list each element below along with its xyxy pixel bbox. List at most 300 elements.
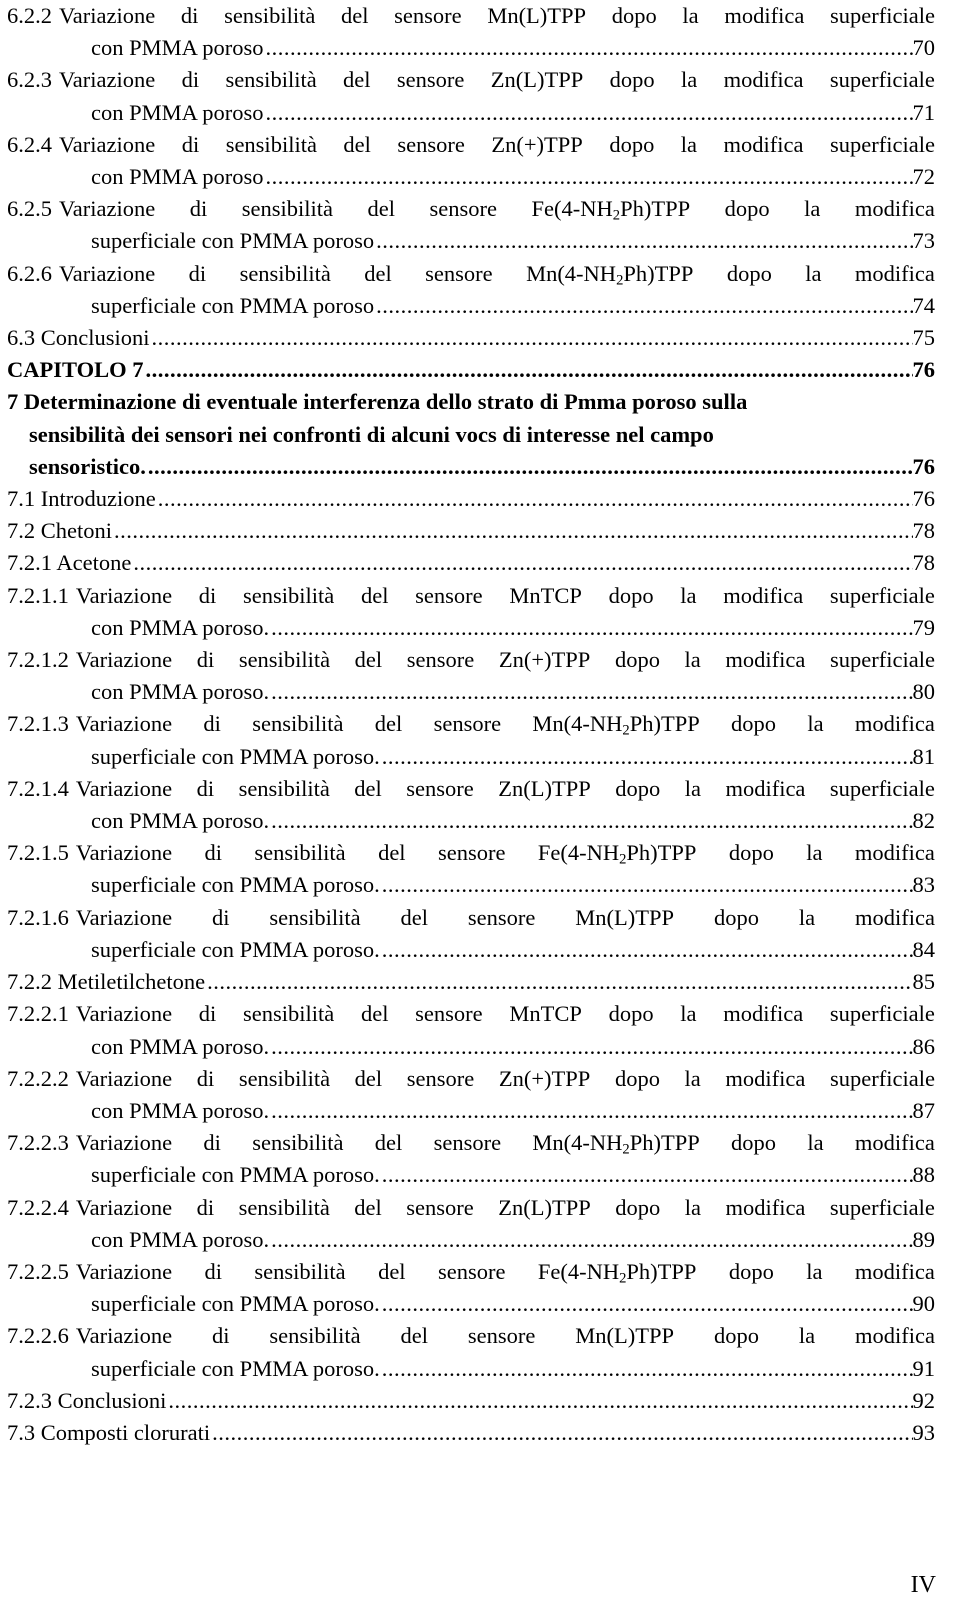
- entry-word: [538, 837, 697, 869]
- entry-word: dopo: [615, 1194, 661, 1220]
- entry-word: del: [378, 840, 406, 866]
- entry-first-line: [7, 193, 935, 225]
- entry-word: sensibilità: [238, 1194, 330, 1220]
- entry-title-line1: [69, 1320, 935, 1352]
- entry-title-tail: con PMMA poroso.: [91, 679, 270, 705]
- entry-word: Variazione: [75, 775, 173, 801]
- entry-word: sensore: [429, 196, 498, 222]
- dot-leader: [376, 225, 912, 257]
- subscript: 2: [622, 723, 630, 740]
- entry-continuation: [7, 741, 935, 773]
- entry-word: Mn(L)TPP: [487, 3, 587, 28]
- entry-continuation: [7, 1031, 935, 1063]
- entry-continuation: [7, 805, 935, 837]
- entry-first-line: [7, 837, 935, 869]
- entry-word: Variazione: [75, 1130, 173, 1156]
- entry-word: la: [680, 1001, 697, 1027]
- entry-word: sensore: [467, 1323, 536, 1349]
- dot-leader: [271, 805, 912, 837]
- entry-page-number: 89: [912, 1226, 935, 1252]
- entry-page-number: 86: [912, 1033, 935, 1059]
- entry-number: 7.2.1.3: [7, 711, 69, 737]
- entry-word: la: [680, 131, 698, 157]
- entry-word: dopo: [614, 1065, 660, 1091]
- entry-page-number: 92: [912, 1387, 935, 1413]
- entry-word: sensibilità: [238, 647, 331, 673]
- entry-word: Zn(L)TPP: [498, 775, 591, 801]
- entry-word-part: Mn(4-NH: [526, 260, 617, 286]
- entry-word: dopo: [611, 3, 657, 28]
- entry-first-line: [7, 129, 935, 161]
- toc-entry[interactable]: [7, 773, 935, 837]
- entry-page-number: 73: [912, 228, 935, 254]
- entry-word: di: [189, 196, 208, 222]
- entry-number: 7.2.2.5: [7, 1258, 69, 1284]
- entry-word: dopo: [728, 1258, 774, 1284]
- entry-word: modifica: [854, 1130, 935, 1156]
- entry-continuation: [7, 97, 935, 129]
- entry-word: superficiale: [830, 647, 935, 673]
- entry-title-tail: superficiale con PMMA poroso: [91, 292, 375, 318]
- entry-word: di: [196, 1065, 215, 1091]
- entry-word: modifica: [854, 840, 935, 866]
- entry-word: del: [360, 1001, 389, 1027]
- entry-continuation: [7, 934, 935, 966]
- entry-word: modifica: [723, 1001, 804, 1027]
- entry-continuation: [7, 161, 935, 193]
- entry-word: di: [181, 67, 200, 93]
- toc-entry[interactable]: [7, 580, 935, 644]
- dot-leader: [382, 1288, 913, 1320]
- entry-first-line: [7, 998, 935, 1030]
- entry-word: Variazione: [59, 196, 156, 222]
- entry-title-line1: [69, 644, 935, 676]
- entry-continuation: [7, 290, 935, 322]
- entry-word: di: [180, 3, 199, 28]
- entry-word: dopo: [724, 196, 770, 222]
- entry-word: [532, 708, 699, 740]
- entry-title-line1: [69, 1063, 935, 1095]
- entry-word: superficiale: [829, 775, 935, 801]
- entry-title-tail: con PMMA poroso: [91, 99, 264, 125]
- entry-word: modifica: [854, 260, 935, 286]
- entry-page-number: 76: [912, 486, 935, 512]
- entry-word: del: [343, 67, 371, 93]
- toc-entry[interactable]: [7, 902, 935, 966]
- entry-page-number: 84: [912, 936, 935, 962]
- entry-title-tail: superficiale con PMMA poroso.: [91, 936, 380, 962]
- entry-first-line: [7, 1256, 935, 1288]
- toc-entry[interactable]: [7, 1127, 935, 1191]
- entry-title-tail: con PMMA poroso: [91, 35, 264, 61]
- entry-page-number: 91: [912, 1355, 935, 1381]
- entry-word: Zn(+)TPP: [498, 647, 591, 673]
- entry-word: modifica: [725, 1065, 806, 1091]
- entry-word: di: [211, 1323, 230, 1349]
- entry-word: del: [354, 1194, 382, 1220]
- entry-word: sensore: [394, 3, 462, 28]
- entry-first-line: [7, 1192, 935, 1224]
- entry-word: Variazione: [59, 260, 156, 286]
- dot-leader: [376, 290, 912, 322]
- entry-title: 6.3 Conclusioni: [7, 325, 150, 351]
- toc-entry[interactable]: [7, 1385, 935, 1417]
- entry-word: sensore: [406, 1065, 475, 1091]
- entry-title: 7.2.1 Acetone: [7, 550, 132, 576]
- entry-page-number: 76: [912, 453, 935, 479]
- entry-word-part: Mn(4-NH: [532, 711, 623, 737]
- entry-word: del: [374, 1130, 403, 1156]
- entry-page-number: 71: [912, 99, 935, 125]
- entry-word: di: [196, 775, 215, 801]
- entry-title: 7.1 Introduzione: [7, 486, 156, 512]
- entry-first-line: [7, 1127, 935, 1159]
- entry-word: la: [680, 582, 697, 608]
- entry-number: 6.2.4: [7, 131, 52, 157]
- dot-leader: [382, 934, 913, 966]
- entry-word: dopo: [728, 840, 774, 866]
- entry-continuation: [7, 225, 935, 257]
- entry-page-number: 90: [912, 1291, 935, 1317]
- entry-word: del: [374, 711, 403, 737]
- entry-title-tail: con PMMA poroso.: [91, 1226, 270, 1252]
- entry-word: dopo: [608, 1001, 654, 1027]
- dot-leader: [168, 1385, 912, 1417]
- entry-number: 6.2.2: [7, 3, 52, 28]
- toc-entry[interactable]: [7, 0, 935, 64]
- entry-word: sensibilità: [224, 3, 316, 28]
- entry-number: 6.2.3: [7, 67, 52, 93]
- entry-word-part: Ph)TPP: [623, 260, 694, 286]
- entry-continuation: [7, 32, 935, 64]
- entry-word: la: [680, 67, 698, 93]
- entry-continuation: [7, 1159, 935, 1191]
- toc-entry[interactable]: [7, 386, 935, 483]
- entry-page-number: 76: [912, 357, 935, 383]
- entry-title-tail: superficiale con PMMA poroso: [91, 228, 375, 254]
- entry-word: sensore: [415, 1001, 483, 1027]
- entry-word: sensore: [437, 1258, 506, 1284]
- entry-word: modifica: [723, 582, 804, 608]
- entry-word: dopo: [608, 582, 654, 608]
- entry-page-number: 83: [912, 872, 935, 898]
- entry-word: la: [684, 1194, 701, 1220]
- subscript: 2: [612, 207, 621, 224]
- entry-first-line: [7, 1320, 935, 1352]
- entry-word: la: [684, 1065, 701, 1091]
- entry-word: del: [343, 131, 371, 157]
- entry-word: sensore: [397, 131, 465, 157]
- entry-title-tail: superficiale con PMMA poroso.: [91, 872, 380, 898]
- entry-title-line1: [69, 837, 935, 869]
- entry-number: 6.2.5: [7, 196, 52, 222]
- entry-word: la: [805, 260, 822, 286]
- entry-word: di: [198, 582, 217, 608]
- entry-word: la: [804, 196, 821, 222]
- entry-word: Zn(L)TPP: [498, 1194, 591, 1220]
- entry-page-number: 78: [912, 518, 935, 544]
- entry-word: superficiale: [829, 67, 935, 93]
- toc-entry[interactable]: [7, 966, 935, 998]
- entry-continuation: [7, 451, 935, 483]
- entry-word: sensibilità: [238, 1065, 331, 1091]
- table-of-contents: [7, 0, 935, 1449]
- entry-word: sensore: [433, 711, 502, 737]
- page-number: IV: [910, 1572, 936, 1598]
- entry-word-part: Fe(4-NH: [537, 1258, 620, 1284]
- entry-word: superficiale: [830, 1065, 935, 1091]
- entry-number: 7.2.2.4: [7, 1194, 69, 1220]
- entry-number: 6.2.6: [7, 260, 52, 286]
- entry-word-part: Ph)TPP: [626, 840, 697, 866]
- dot-leader: [382, 869, 913, 901]
- entry-word: Variazione: [75, 1194, 173, 1220]
- toc-entry[interactable]: [7, 64, 935, 128]
- entry-word-part: Ph)TPP: [626, 1258, 697, 1284]
- entry-title-line1: [69, 902, 935, 934]
- entry-word: MnTCP: [509, 582, 582, 608]
- entry-word: del: [354, 1065, 383, 1091]
- entry-word: [532, 1127, 699, 1159]
- entry-word: sensibilità: [254, 840, 346, 866]
- entry-word-part: Ph)TPP: [620, 196, 691, 222]
- entry-word: sensore: [406, 1194, 474, 1220]
- entry-continuation: [7, 676, 935, 708]
- entry-first-line: [7, 773, 935, 805]
- dot-leader: [148, 451, 913, 483]
- entry-title-tail: con PMMA poroso.: [91, 808, 270, 834]
- entry-word: di: [203, 711, 221, 737]
- entry-word: del: [400, 1323, 429, 1349]
- entry-title: 7.2.3 Conclusioni: [7, 1387, 167, 1413]
- entry-title-line1: [69, 708, 935, 740]
- entry-word: di: [203, 1130, 221, 1156]
- entry-page-number: 87: [912, 1097, 935, 1123]
- entry-word: modifica: [723, 131, 804, 157]
- subscript: 2: [622, 1141, 630, 1158]
- entry-word: modifica: [725, 1194, 806, 1220]
- entry-page-number: 72: [912, 164, 935, 190]
- entry-word: Variazione: [75, 711, 173, 737]
- entry-word: modifica: [725, 775, 806, 801]
- entry-word: Variazione: [59, 67, 156, 93]
- entry-word: Variazione: [59, 3, 156, 28]
- entry-number: 7.2.2.2: [7, 1065, 69, 1091]
- entry-title: 7.2 Chetoni: [7, 518, 112, 544]
- entry-line: [7, 322, 935, 354]
- entry-word: Mn(L)TPP: [575, 1323, 675, 1349]
- entry-line: [7, 483, 935, 515]
- entry-word: sensibilità: [243, 582, 335, 608]
- entry-line: [7, 1417, 935, 1449]
- entry-word: Zn(+)TPP: [498, 1065, 591, 1091]
- entry-word: sensibilità: [254, 1258, 346, 1284]
- entry-page-number: 81: [912, 743, 935, 769]
- entry-word: MnTCP: [509, 1001, 582, 1027]
- entry-word: la: [684, 647, 701, 673]
- entry-word: del: [400, 904, 429, 930]
- entry-title-tail: con PMMA poroso: [91, 164, 264, 190]
- entry-word: del: [354, 775, 382, 801]
- dot-leader: [152, 322, 913, 354]
- entry-continuation: [7, 612, 935, 644]
- entry-line: [7, 547, 935, 579]
- entry-word: di: [188, 260, 207, 286]
- entry-title-tail: superficiale con PMMA poroso.: [91, 1291, 380, 1317]
- entry-word: Variazione: [75, 1323, 173, 1349]
- toc-entry[interactable]: [7, 515, 935, 547]
- entry-first-line: [7, 64, 935, 96]
- entry-word: la: [806, 840, 823, 866]
- dot-leader: [271, 676, 912, 708]
- entry-word: del: [364, 260, 392, 286]
- toc-entry[interactable]: [7, 998, 935, 1062]
- entry-word-part: Ph)TPP: [629, 1130, 700, 1156]
- dot-leader: [271, 1224, 912, 1256]
- entry-continuation: [7, 1288, 935, 1320]
- entry-title-line1: [69, 580, 935, 612]
- entry-number: 7.2.1.1: [7, 582, 69, 608]
- entry-word: la: [682, 3, 699, 28]
- toc-entry[interactable]: [7, 1192, 935, 1256]
- toc-entry[interactable]: [7, 1256, 935, 1320]
- entry-title-line1: [52, 258, 935, 290]
- entry-word: la: [798, 904, 816, 930]
- entry-page-number: 93: [912, 1419, 935, 1445]
- entry-word: Variazione: [75, 840, 173, 866]
- entry-word: dopo: [609, 131, 655, 157]
- entry-word: sensibilità: [241, 196, 333, 222]
- entry-title-line1: [69, 998, 935, 1030]
- entry-word-part: Mn(4-NH: [532, 1130, 623, 1156]
- entry-title: 7.2.2 Metiletilchetone: [7, 969, 206, 995]
- toc-entry[interactable]: [7, 1320, 935, 1384]
- entry-word: dopo: [713, 1323, 759, 1349]
- entry-word-part: Ph)TPP: [629, 711, 700, 737]
- dot-leader: [158, 483, 913, 515]
- entry-word: di: [196, 1194, 215, 1220]
- entry-word: sensore: [467, 904, 536, 930]
- entry-number: 7.2.1.2: [7, 647, 69, 673]
- entry-word: modifica: [854, 1258, 935, 1284]
- dot-leader: [145, 354, 912, 386]
- entry-word: modifica: [854, 1323, 935, 1349]
- toc-entry[interactable]: [7, 708, 935, 772]
- entry-word: di: [204, 840, 222, 866]
- entry-word: la: [807, 711, 824, 737]
- entry-word: di: [181, 131, 200, 157]
- toc-entry[interactable]: [7, 1063, 935, 1127]
- subscript: 2: [619, 851, 627, 868]
- toc-entry[interactable]: [7, 193, 935, 257]
- entry-word: Variazione: [59, 131, 156, 157]
- entry-page-number: 88: [912, 1162, 935, 1188]
- entry-word: dopo: [731, 1130, 777, 1156]
- dot-leader: [133, 547, 912, 579]
- entry-word: sensibilità: [269, 904, 361, 930]
- entry-title-tail: con PMMA poroso.: [91, 614, 270, 640]
- toc-entry[interactable]: [7, 258, 935, 322]
- entry-word: modifica: [854, 196, 935, 222]
- entry-word: superficiale: [830, 131, 935, 157]
- entry-title-line1: [52, 64, 935, 96]
- toc-entry[interactable]: [7, 483, 935, 515]
- entry-first-line: [7, 1063, 935, 1095]
- entry-word: del: [360, 582, 389, 608]
- entry-title-tail: con PMMA poroso.: [91, 1033, 270, 1059]
- entry-word: sensibilità: [225, 131, 317, 157]
- entry-line: [7, 966, 935, 998]
- entry-title-tail: superficiale con PMMA poroso.: [91, 1355, 380, 1381]
- entry-title-line2: sensibilità dei sensori nei confronti di alcuni vocs di interesse nel campo: [29, 421, 714, 447]
- entry-word: sensore: [415, 582, 483, 608]
- entry-word: Variazione: [75, 1065, 173, 1091]
- subscript: 2: [619, 1270, 627, 1287]
- entry-continuation: [7, 1224, 935, 1256]
- entry-title-tail: superficiale con PMMA poroso.: [91, 1162, 380, 1188]
- entry-first-line: [7, 902, 935, 934]
- dot-leader: [382, 741, 913, 773]
- dot-leader: [114, 515, 913, 547]
- toc-entry[interactable]: [7, 837, 935, 901]
- entry-word: sensore: [425, 260, 493, 286]
- toc-entry[interactable]: [7, 644, 935, 708]
- toc-entry[interactable]: [7, 129, 935, 193]
- entry-word: di: [211, 904, 230, 930]
- entry-first-line: [7, 644, 935, 676]
- entry-word: sensibilità: [238, 775, 330, 801]
- entry-word: dopo: [731, 711, 777, 737]
- entry-continuation: [7, 869, 935, 901]
- toc-entry[interactable]: [7, 322, 935, 354]
- entry-page-number: 75: [912, 325, 935, 351]
- entry-line: [7, 1385, 935, 1417]
- entry-word: di: [198, 1001, 217, 1027]
- entry-word: Variazione: [75, 582, 173, 608]
- dot-leader: [207, 966, 912, 998]
- entry-word: del: [378, 1258, 406, 1284]
- entry-page-number: 78: [912, 550, 935, 576]
- toc-entry[interactable]: [7, 547, 935, 579]
- entry-number: 7.2.2.6: [7, 1323, 69, 1349]
- entry-first-line: [7, 580, 935, 612]
- entry-word: Zn(+)TPP: [491, 131, 583, 157]
- entry-word-part: Fe(4-NH: [537, 840, 620, 866]
- entry-title-line1: [69, 1192, 935, 1224]
- subscript: 2: [616, 272, 624, 289]
- entry-title: 7.3 Composti clorurati: [7, 1419, 211, 1445]
- entry-word: dopo: [713, 904, 759, 930]
- entry-word: sensibilità: [225, 67, 317, 93]
- dot-leader: [271, 612, 912, 644]
- entry-word: dopo: [726, 260, 772, 286]
- entry-word: del: [354, 647, 383, 673]
- entry-word: Variazione: [75, 647, 173, 673]
- entry-word: Variazione: [75, 1258, 173, 1284]
- dot-leader: [266, 97, 913, 129]
- toc-entry[interactable]: [7, 354, 935, 386]
- entry-page-number: 82: [912, 808, 935, 834]
- entry-word: del: [367, 196, 396, 222]
- entry-page-number: 70: [912, 35, 935, 61]
- toc-entry[interactable]: [7, 1417, 935, 1449]
- entry-page-number: 74: [912, 292, 935, 318]
- entry-word: dopo: [614, 647, 660, 673]
- dot-leader: [271, 1031, 912, 1063]
- entry-word: sensibilità: [269, 1323, 361, 1349]
- entry-word: di: [196, 647, 215, 673]
- entry-word: superficiale: [829, 1194, 935, 1220]
